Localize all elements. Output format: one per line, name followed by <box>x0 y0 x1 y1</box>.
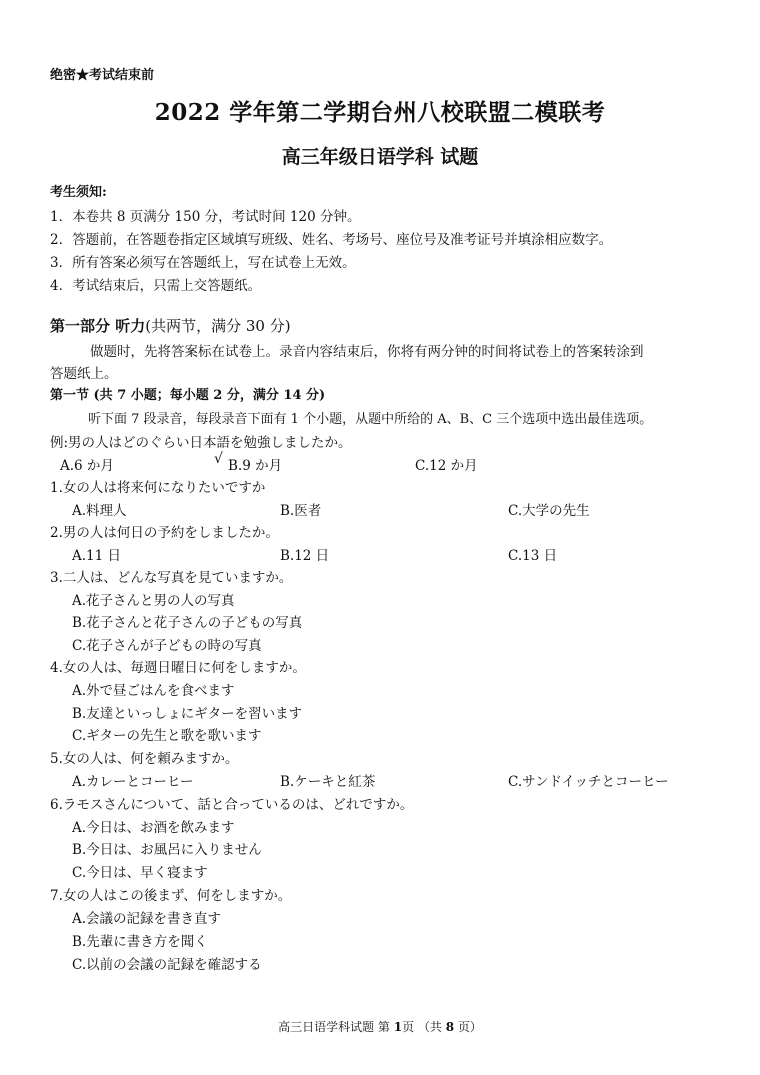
footer-text: 高三日语学科试题 第 <box>278 1020 394 1034</box>
q5-option-c: C.サンドイッチとコーヒー <box>508 774 669 790</box>
question-7: 7.女の人はこの後まず、何をしますか。 <box>50 888 292 904</box>
q1-option-b: B.医者 <box>280 503 322 519</box>
example-option-b: B.9 か月 <box>228 458 283 474</box>
section1-instruction: 听下面 7 段录音，每段录音下面有 1 个小题，从题中所给的 A、B、C 三个选项中选出最佳选项。 <box>88 412 653 427</box>
footer-total-pages: 8 <box>445 1020 455 1034</box>
q3-option-c: C.花子さんが子どもの時の写真 <box>72 638 262 654</box>
part1-instruction-cont: 答题纸上。 <box>50 366 118 382</box>
part1-title-rest: (共两节，满分 30 分) <box>145 317 291 335</box>
footer-mid: 页 （共 <box>402 1020 446 1034</box>
footer-page-number: 1 <box>393 1020 403 1034</box>
notice-heading: 考生须知: <box>50 185 107 200</box>
q5-option-b: B.ケーキと紅茶 <box>280 774 376 790</box>
question-3: 3.二人は、どんな写真を見ていますか。 <box>50 570 293 586</box>
q4-option-b: B.友達といっしょにギターを習います <box>72 706 303 722</box>
q1-option-a: A.料理人 <box>72 503 127 519</box>
q5-option-a: A.カレーとコーヒー <box>72 774 194 790</box>
exam-subtitle: 高三年级日语学科 试题 <box>281 146 479 168</box>
confidential-label: 绝密★考试结束前 <box>50 68 155 83</box>
page-footer <box>0 1018 760 1035</box>
q3-option-b: B.花子さんと花子さんの子どもの写真 <box>72 615 303 631</box>
question-2: 2.男の人は何日の予約をしましたか。 <box>50 525 279 541</box>
q7-option-c: C.以前の会議の記録を確認する <box>72 957 262 973</box>
part1-title-bold: 第一部分 听力 <box>50 317 146 335</box>
section1-title: 第一节 (共 7 小题；每小题 2 分，满分 14 分) <box>50 388 326 403</box>
q2-option-b: B.12 日 <box>280 548 330 564</box>
notice-item: 1．本卷共 8 页满分 150 分，考试时间 120 分钟。 <box>50 209 361 225</box>
exam-title: 2022 学年第二学期台州八校联盟二模联考 <box>154 99 606 126</box>
notice-item: 4．考试结束后，只需上交答题纸。 <box>50 278 262 294</box>
example-question: 例:男の人はどのぐらい日本語を勉強しましたか。 <box>50 435 352 451</box>
q6-option-c: C.今日は、早く寝ます <box>72 865 208 881</box>
q2-option-a: A.11 日 <box>72 548 122 564</box>
part1-instruction: 做题时，先将答案标在试卷上。录音内容结束后，你将有两分钟的时间将试卷上的答案转涂到 <box>90 344 644 360</box>
notice-item: 2．答题前，在答题卷指定区域填写班级、姓名、考场号、座位号及准考证号并填涂相应数字。 <box>50 232 613 248</box>
example-option-a: A.6 か月 <box>60 458 114 474</box>
q6-option-a: A.今日は、お酒を飲みます <box>72 820 235 836</box>
q7-option-a: A.会議の記録を書き直す <box>72 911 222 927</box>
question-6: 6.ラモスさんについて、話と合っているのは、どれですか。 <box>50 797 414 813</box>
q7-option-b: B.先輩に書き方を聞く <box>72 934 208 950</box>
q1-option-c: C.大学の先生 <box>508 503 590 519</box>
example-option-c: C.12 か月 <box>415 458 478 474</box>
q2-option-c: C.13 日 <box>508 548 558 564</box>
q4-option-a: A.外で昼ごはんを食べます <box>72 683 235 699</box>
q3-option-a: A.花子さんと男の人の写真 <box>72 593 235 609</box>
part1-title <box>50 315 291 336</box>
notice-item: 3．所有答案必须写在答题纸上，写在试卷上无效。 <box>50 255 356 271</box>
q4-option-c: C.ギターの先生と歌を歌います <box>72 728 262 744</box>
question-1: 1.女の人は将来何になりたいですか <box>50 480 266 496</box>
footer-end: 页） <box>454 1020 482 1034</box>
question-5: 5.女の人は、何を頼みますか。 <box>50 751 239 767</box>
q6-option-b: B.今日は、お風呂に入りません <box>72 842 262 858</box>
check-mark-icon: √ <box>214 451 223 467</box>
question-4: 4.女の人は、毎週日曜日に何をしますか。 <box>50 660 306 676</box>
